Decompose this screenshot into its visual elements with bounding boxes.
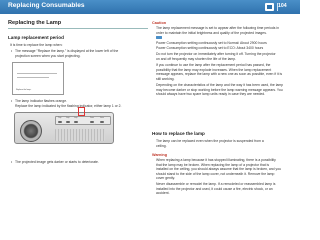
warning-line: Never disassemble or remodel the lamp. If a remodeled or reassembled lamp is [156, 182, 276, 186]
lamp-1-indicator [66, 121, 70, 123]
how-to-line: ceiling. [156, 143, 167, 148]
screen-line [17, 73, 57, 74]
page-number: 104 [278, 3, 287, 9]
caution-heading: Caution [152, 21, 167, 25]
lamp-indicator-callout [78, 107, 85, 116]
indicator-label-status: Status [100, 118, 104, 119]
caution-line: still working. [156, 76, 175, 81]
caution-line: on and off frequently may shorten the life of the lamp. [156, 56, 237, 61]
caution-line: Power Consumption setting continuously set to Normal: About 2900 hours [156, 41, 267, 45]
bullet-icon: • [11, 99, 13, 103]
warning-line: installed on the ceiling, you should always assume that the lamp is broken, and you [156, 167, 281, 171]
projector-vent [55, 129, 105, 141]
status-indicator [100, 121, 104, 123]
replace-lamp-message: Replace the lamp. [16, 89, 32, 91]
indicator-label-power: Power [90, 118, 94, 119]
caution-line: message appears, replace the lamp with a new one as soon as possible, even if it is [156, 72, 283, 76]
caution-line: Do not turn the projector on immediately after turning it off. Turning the projector [156, 52, 276, 56]
header-bar [0, 0, 300, 14]
bullet-1-line-1: The message "Replace the lamp." is displayed at the lower left of the [15, 49, 119, 53]
caution-line: Power Consumption setting continuously set to ECO: About 3400 hours [156, 45, 264, 50]
lamp-2-indicator [74, 121, 78, 123]
chapter-title: Replacing Consumables [8, 2, 85, 9]
screen-line [17, 77, 49, 78]
bullet-icon: • [11, 49, 13, 53]
warning-heading: Warning [152, 153, 168, 157]
bullet-2-line-1: The lamp indicator flashes orange. [15, 99, 68, 103]
caution-line: If you continue to use the lamp after the replacement period has passed, the [156, 63, 271, 67]
caution-line: The lamp replacement message is set to appear after the following time periods in [156, 26, 280, 30]
bullet-icon: • [11, 160, 13, 164]
reference-link-icon[interactable] [156, 36, 162, 39]
warning-line: installed into the projector and used, it could cause a fire, electric shock, or an [156, 186, 273, 191]
caution-line: possibility that the lamp may explode increases. When the lamp replacement [156, 67, 272, 72]
bullet-2-line-2: Replace the lamp indicated by the flashing indicator, either lamp 1 or 2. [15, 103, 122, 108]
warning-line: should stand to the side of the lamp cover, not underneath it. Remove the lamp [156, 171, 275, 176]
section-title-how-to-replace: How to replace the lamp [152, 131, 205, 136]
temp-indicator [58, 121, 62, 123]
indicator-label-temp: Temp [58, 118, 62, 119]
warning-line: cover gently. [156, 176, 175, 180]
power-indicator [90, 121, 94, 123]
caution-line: order to maintain the initial brightness and quality of the projected images. [156, 30, 267, 35]
intro-text: It is time to replace the lamp when: [10, 43, 63, 47]
bullet-3-line-1: The projected image gets darker or starts to deteriorate. [15, 160, 99, 164]
caution-line: Depending on the characteristics of the lamp and the way it has been used, the lamp [156, 83, 284, 87]
bullet-1-line-2: projection screen when you start projecting. [15, 53, 81, 58]
section-title: Replacing the Lamp [8, 20, 148, 29]
warning-line: When replacing a lamp because it has stopped illuminating, there is a possibility [156, 158, 276, 162]
book-icon[interactable] [265, 3, 274, 11]
caution-line: should always have two spare lamp units ready in case they are needed. [156, 92, 266, 96]
warning-line: accident. [156, 191, 170, 195]
indicator-label-lamp-2: Lamp [74, 118, 78, 119]
projector-illustration [14, 112, 114, 144]
indicator-label-lamp-1: Lamp [66, 118, 70, 119]
subsection-title-lamp-period: Lamp replacement period [8, 35, 64, 40]
how-to-line: The lamp can be replaced even when the projector is suspended from a [156, 139, 264, 143]
caution-line: may become darker or stop working before the lamp warning message appears. You [156, 87, 283, 92]
warning-line: that the lamp may be broken. When replacing the lamp of a projector that is [156, 162, 270, 167]
projection-screen-illustration [12, 62, 64, 95]
projector-lens [20, 120, 42, 142]
indicator-panel [55, 116, 111, 125]
